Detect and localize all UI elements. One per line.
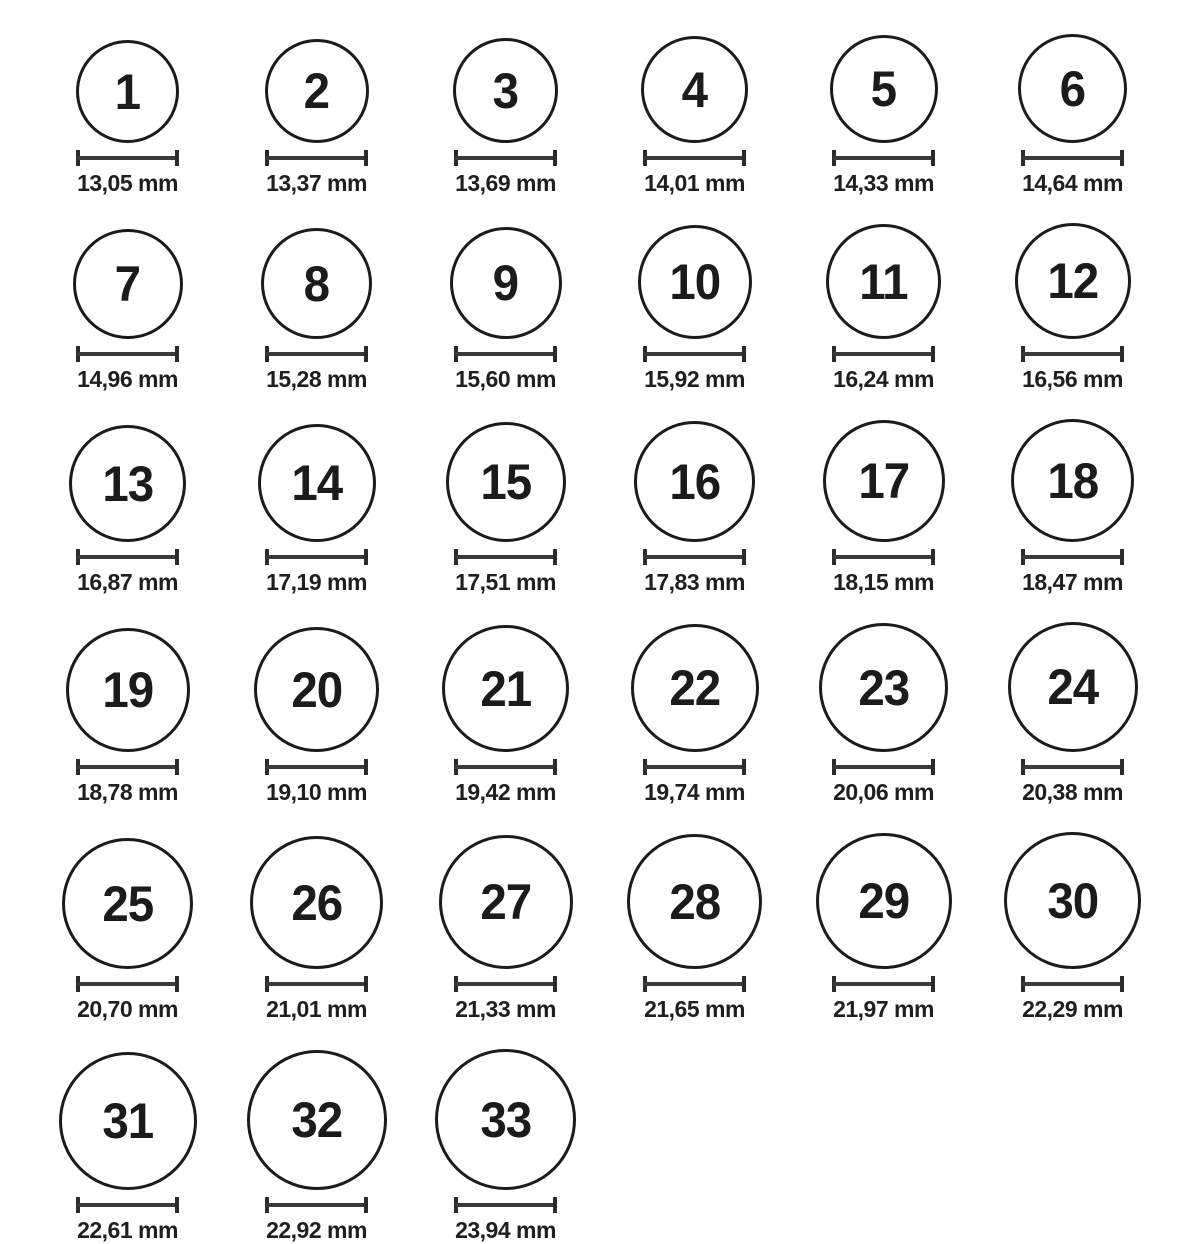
size-cell — [33, 229, 222, 393]
size-circle — [453, 38, 558, 143]
ruler-line — [644, 555, 745, 559]
size-row — [33, 34, 1167, 197]
size-cell — [600, 834, 789, 1023]
diameter-label: 18,15 mm — [833, 569, 934, 595]
ruler-line — [77, 765, 178, 769]
size-circle — [1018, 34, 1127, 143]
ruler-tick-right — [364, 346, 368, 362]
ruler-line — [77, 156, 178, 160]
size-circle — [638, 225, 752, 339]
ruler-tick-right — [931, 150, 935, 166]
diameter-ruler — [1021, 549, 1124, 565]
size-number: 23 — [858, 659, 909, 716]
ruler-tick-right — [742, 549, 746, 565]
diameter-ruler — [832, 759, 935, 775]
ruler-tick-right — [742, 976, 746, 992]
size-cell — [411, 227, 600, 393]
ruler-line — [833, 352, 934, 356]
ruler-tick-right — [364, 150, 368, 166]
ruler-line — [266, 1203, 367, 1207]
diameter-label: 13,69 mm — [455, 170, 556, 196]
size-cell — [978, 34, 1167, 197]
size-circle — [62, 838, 193, 969]
diameter-ruler — [265, 1197, 368, 1213]
size-cell — [222, 836, 411, 1023]
size-number: 32 — [291, 1092, 342, 1148]
diameter-label: 21,33 mm — [455, 996, 556, 1022]
size-circle — [826, 224, 941, 339]
diameter-ruler — [265, 549, 368, 565]
ruler-line — [455, 765, 556, 769]
size-circle — [450, 227, 562, 339]
size-number: 15 — [480, 454, 531, 510]
size-number: 7 — [114, 256, 141, 312]
size-number: 3 — [492, 62, 519, 119]
size-cell — [600, 225, 789, 393]
size-cell — [600, 624, 789, 806]
diameter-label: 18,78 mm — [77, 779, 178, 805]
diameter-ruler — [265, 346, 368, 362]
size-circle — [261, 228, 372, 339]
size-number: 27 — [480, 874, 531, 930]
size-number: 9 — [492, 255, 519, 311]
size-row — [33, 622, 1167, 806]
size-circle — [59, 1052, 197, 1190]
diameter-label: 21,97 mm — [833, 996, 934, 1022]
ruler-line — [644, 765, 745, 769]
ruler-tick-right — [553, 976, 557, 992]
ruler-line — [266, 765, 367, 769]
size-number: 13 — [102, 455, 153, 512]
diameter-ruler — [454, 549, 557, 565]
size-cell — [411, 422, 600, 596]
size-number: 21 — [480, 660, 531, 717]
ruler-line — [644, 352, 745, 356]
diameter-ruler — [643, 759, 746, 775]
ruler-tick-right — [175, 150, 179, 166]
size-number: 22 — [669, 660, 720, 716]
ruler-line — [266, 982, 367, 986]
diameter-ruler — [1021, 759, 1124, 775]
ruler-line — [455, 1203, 556, 1207]
diameter-ruler — [643, 976, 746, 992]
size-cell — [411, 38, 600, 197]
ruler-tick-right — [553, 759, 557, 775]
ruler-tick-right — [364, 976, 368, 992]
size-number: 16 — [669, 453, 720, 510]
diameter-label: 20,70 mm — [77, 996, 178, 1022]
ruler-tick-right — [931, 346, 935, 362]
size-circle — [830, 35, 938, 143]
diameter-ruler — [832, 549, 935, 565]
size-cell — [222, 39, 411, 197]
size-cell — [411, 625, 600, 806]
size-number: 14 — [291, 455, 342, 511]
size-circle — [446, 422, 566, 542]
size-cell — [789, 35, 978, 197]
size-cell — [978, 223, 1167, 393]
ruler-tick-right — [1120, 346, 1124, 362]
size-circle — [1004, 832, 1141, 969]
size-number: 26 — [291, 874, 342, 931]
size-number: 1 — [114, 63, 141, 120]
diameter-label: 19,10 mm — [266, 779, 367, 805]
size-circle — [627, 834, 762, 969]
size-number: 10 — [669, 254, 720, 310]
diameter-ruler — [76, 346, 179, 362]
size-cell — [789, 623, 978, 806]
ruler-tick-right — [931, 549, 935, 565]
ruler-tick-right — [175, 759, 179, 775]
ruler-line — [77, 352, 178, 356]
size-circle — [265, 39, 369, 143]
diameter-ruler — [643, 150, 746, 166]
size-cell — [978, 832, 1167, 1023]
size-row — [33, 1049, 1167, 1244]
size-cell — [33, 1052, 222, 1244]
ruler-tick-right — [931, 759, 935, 775]
ruler-tick-right — [742, 759, 746, 775]
ruler-line — [833, 555, 934, 559]
diameter-label: 15,60 mm — [455, 366, 556, 392]
size-circle — [1008, 622, 1138, 752]
size-circle — [634, 421, 755, 542]
size-cell — [789, 420, 978, 596]
size-number: 24 — [1047, 659, 1098, 715]
ruler-tick-right — [364, 549, 368, 565]
size-cell — [600, 36, 789, 197]
ruler-line — [455, 555, 556, 559]
ruler-line — [266, 352, 367, 356]
diameter-label: 16,24 mm — [833, 366, 934, 392]
size-number: 5 — [870, 61, 897, 117]
diameter-label: 15,92 mm — [644, 366, 745, 392]
size-circle — [66, 628, 190, 752]
ruler-line — [455, 156, 556, 160]
size-circle — [254, 627, 379, 752]
ruler-tick-right — [553, 346, 557, 362]
size-number: 6 — [1059, 60, 1086, 117]
size-number: 28 — [669, 873, 720, 930]
size-cell — [789, 224, 978, 393]
diameter-label: 16,87 mm — [77, 569, 178, 595]
ruler-tick-right — [1120, 759, 1124, 775]
size-cell — [978, 419, 1167, 596]
size-circle — [250, 836, 383, 969]
diameter-label: 17,51 mm — [455, 569, 556, 595]
diameter-label: 21,01 mm — [266, 996, 367, 1022]
size-row — [33, 419, 1167, 596]
diameter-ruler — [265, 976, 368, 992]
diameter-ruler — [832, 150, 935, 166]
size-number: 11 — [859, 253, 908, 310]
ruler-line — [1022, 765, 1123, 769]
ruler-tick-right — [553, 549, 557, 565]
diameter-ruler — [454, 976, 557, 992]
ruler-tick-right — [175, 976, 179, 992]
diameter-label: 19,74 mm — [644, 779, 745, 805]
size-circle — [631, 624, 759, 752]
ruler-tick-right — [1120, 976, 1124, 992]
size-number: 25 — [102, 875, 153, 932]
diameter-ruler — [76, 150, 179, 166]
size-cell — [33, 628, 222, 806]
ruler-tick-right — [1120, 150, 1124, 166]
size-cell — [789, 833, 978, 1023]
size-circle — [823, 420, 945, 542]
diameter-label: 13,05 mm — [77, 170, 178, 196]
diameter-label: 16,56 mm — [1022, 366, 1123, 392]
size-number: 31 — [102, 1093, 153, 1149]
diameter-ruler — [454, 759, 557, 775]
diameter-label: 20,06 mm — [833, 779, 934, 805]
size-cell — [33, 838, 222, 1023]
size-row — [33, 832, 1167, 1023]
size-circle — [76, 40, 179, 143]
size-circle — [1015, 223, 1131, 339]
size-number: 18 — [1047, 452, 1098, 509]
ruler-tick-right — [364, 1197, 368, 1213]
ruler-line — [1022, 156, 1123, 160]
size-number: 19 — [102, 662, 153, 718]
diameter-label: 20,38 mm — [1022, 779, 1123, 805]
size-circle — [641, 36, 748, 143]
size-cell — [222, 1050, 411, 1244]
ruler-line — [833, 156, 934, 160]
ruler-line — [455, 982, 556, 986]
size-number: 20 — [291, 661, 342, 718]
diameter-ruler — [454, 150, 557, 166]
diameter-ruler — [76, 976, 179, 992]
size-circle — [247, 1050, 387, 1190]
size-circle — [1011, 419, 1134, 542]
ruler-tick-right — [931, 976, 935, 992]
size-number: 29 — [858, 873, 909, 929]
ruler-line — [1022, 555, 1123, 559]
size-cell — [978, 622, 1167, 806]
size-cell — [222, 627, 411, 806]
ruler-line — [77, 555, 178, 559]
ruler-line — [266, 156, 367, 160]
diameter-label: 22,61 mm — [77, 1217, 178, 1243]
size-circle — [819, 623, 948, 752]
size-circle — [73, 229, 183, 339]
diameter-ruler — [643, 549, 746, 565]
diameter-label: 15,28 mm — [266, 366, 367, 392]
diameter-ruler — [643, 346, 746, 362]
size-number: 2 — [303, 63, 330, 119]
diameter-ruler — [265, 150, 368, 166]
size-cell — [222, 228, 411, 393]
size-number: 33 — [480, 1091, 531, 1148]
diameter-ruler — [76, 1197, 179, 1213]
diameter-label: 14,33 mm — [833, 170, 934, 196]
diameter-label: 22,92 mm — [266, 1217, 367, 1243]
size-cell — [33, 40, 222, 197]
diameter-ruler — [1021, 150, 1124, 166]
diameter-label: 21,65 mm — [644, 996, 745, 1022]
diameter-ruler — [76, 549, 179, 565]
ruler-tick-right — [1120, 549, 1124, 565]
size-cell — [222, 424, 411, 596]
size-circle — [442, 625, 569, 752]
ruler-line — [644, 982, 745, 986]
diameter-label: 17,83 mm — [644, 569, 745, 595]
ruler-line — [455, 352, 556, 356]
ruler-line — [833, 765, 934, 769]
ruler-line — [77, 982, 178, 986]
ruler-line — [77, 1203, 178, 1207]
size-row — [33, 223, 1167, 393]
ruler-tick-right — [553, 1197, 557, 1213]
size-circle — [435, 1049, 576, 1190]
diameter-label: 19,42 mm — [455, 779, 556, 805]
diameter-ruler — [454, 346, 557, 362]
diameter-ruler — [76, 759, 179, 775]
ruler-tick-right — [175, 1197, 179, 1213]
size-number: 30 — [1047, 872, 1098, 929]
size-cell — [411, 1049, 600, 1244]
diameter-ruler — [1021, 976, 1124, 992]
diameter-label: 17,19 mm — [266, 569, 367, 595]
ruler-tick-right — [742, 346, 746, 362]
diameter-label: 23,94 mm — [455, 1217, 556, 1243]
size-number: 12 — [1047, 253, 1098, 309]
size-cell — [33, 425, 222, 596]
diameter-ruler — [832, 976, 935, 992]
ruler-line — [1022, 982, 1123, 986]
diameter-label: 14,01 mm — [644, 170, 745, 196]
diameter-label: 22,29 mm — [1022, 996, 1123, 1022]
diameter-ruler — [265, 759, 368, 775]
size-number: 4 — [681, 61, 708, 118]
size-number: 8 — [303, 255, 330, 312]
size-circle — [69, 425, 186, 542]
ruler-line — [1022, 352, 1123, 356]
diameter-label: 14,64 mm — [1022, 170, 1123, 196]
ruler-tick-right — [742, 150, 746, 166]
diameter-ruler — [1021, 346, 1124, 362]
size-circle — [816, 833, 952, 969]
size-cell — [411, 835, 600, 1023]
ruler-line — [266, 555, 367, 559]
ruler-tick-right — [364, 759, 368, 775]
ruler-tick-right — [175, 346, 179, 362]
diameter-label: 13,37 mm — [266, 170, 367, 196]
size-circle — [258, 424, 376, 542]
diameter-ruler — [832, 346, 935, 362]
diameter-label: 14,96 mm — [77, 366, 178, 392]
ruler-line — [833, 982, 934, 986]
size-circle — [439, 835, 573, 969]
diameter-ruler — [454, 1197, 557, 1213]
ruler-line — [644, 156, 745, 160]
size-number: 17 — [858, 453, 909, 509]
ruler-tick-right — [175, 549, 179, 565]
ruler-tick-right — [553, 150, 557, 166]
size-cell — [600, 421, 789, 596]
diameter-label: 18,47 mm — [1022, 569, 1123, 595]
